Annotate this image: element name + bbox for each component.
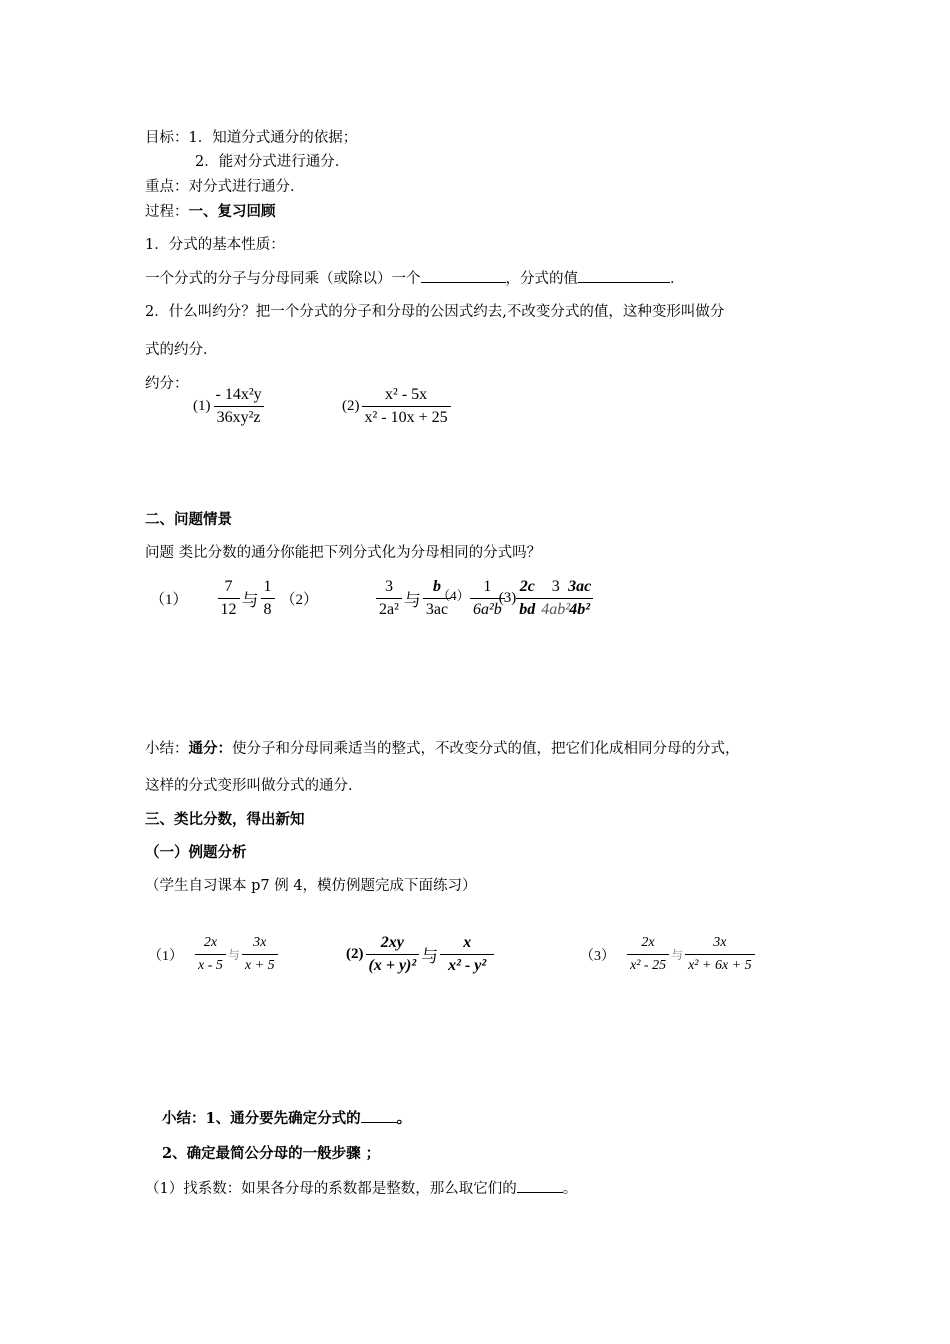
key-point: 重点：对分式进行通分． — [145, 179, 305, 195]
problem-4-and-3 — [470, 578, 594, 619]
goals-line-1 — [145, 129, 357, 147]
e1-b-numerator: 3x — [253, 935, 267, 950]
summary-2-line-3 — [145, 1180, 577, 1198]
e1-b-denominator: x + 5 — [242, 954, 278, 975]
reduce-label: 约分： — [145, 376, 189, 392]
goal-item-2: 2．能对分式进行通分． — [195, 154, 350, 170]
p3-a-numerator: 2c — [519, 578, 535, 595]
ex1-fraction — [213, 386, 265, 427]
p4-label: （4） — [437, 588, 470, 603]
p4-a-denominator: 6a²b — [470, 598, 505, 619]
ex2-denominator: x² - 10x + 25 — [362, 406, 451, 427]
goal-item-1: 1．知道分式通分的依据； — [188, 130, 358, 146]
e3-b-denominator: x² + 6x + 5 — [685, 954, 755, 975]
review-q2-line1: 2．什么叫约分？把一个分式的分子和分母的公因式约去,不改变分式的值，这种变形叫做分 — [145, 304, 725, 320]
problem-1 — [150, 578, 320, 619]
example-1 — [148, 934, 278, 975]
summary-2-text-3: （1）找系数：如果各分母的系数都是整数，那么取它们的 — [145, 1181, 517, 1197]
summary-2-blank-1[interactable] — [361, 1122, 397, 1123]
summary-1-line-2: 这样的分式变形叫做分式的通分． — [145, 778, 363, 794]
e3-a-denominator: x² - 25 — [627, 954, 669, 975]
p1-a-numerator: 7 — [224, 578, 233, 595]
example-3 — [580, 934, 755, 975]
p1-label: （1） — [150, 592, 188, 608]
goals-label: 目标： — [145, 130, 189, 146]
section-3-sub-1: （一）例题分析 — [145, 844, 247, 861]
summary-1-label: 小结： — [145, 741, 189, 757]
p1-a-denominator: 12 — [218, 598, 240, 619]
process-line — [145, 203, 276, 221]
ex1-label: (1) — [193, 398, 211, 414]
p3-label: (3) — [498, 590, 517, 606]
p3-fraction-a — [516, 578, 538, 619]
e1-a-denominator: x - 5 — [195, 954, 226, 975]
ex2-fraction — [362, 386, 451, 427]
problem-2 — [376, 578, 470, 619]
yu-connector: 与 — [671, 948, 684, 962]
summary-2-text-1: 小结：1、通分要先确定分式的 — [162, 1110, 361, 1127]
review-q2-line2: 式的约分． — [145, 342, 218, 358]
p1-fraction-a — [218, 578, 240, 619]
section-2-question: 问题 类比分数的通分你能把下列分式化为分母相同的分式吗？ — [145, 545, 542, 561]
e3-label: （3） — [580, 948, 615, 964]
p1-b-numerator: 1 — [263, 578, 272, 595]
e1-fraction-b — [242, 934, 278, 975]
section-3-title: 三、类比分数，得出新知 — [145, 811, 305, 828]
section-1-title: 一、复习回顾 — [188, 203, 276, 220]
e2-b-numerator: x — [463, 934, 472, 951]
summary-1-line-1 — [145, 740, 740, 758]
q1-text-a: 一个分式的分子与分母同乘（或除以）一个 — [145, 271, 421, 287]
e3-fraction-a — [627, 934, 669, 975]
yu-connector: 与 — [403, 591, 421, 611]
review-q1-text — [145, 270, 685, 288]
reduce-exercise-1 — [193, 386, 265, 427]
e2-fraction-a — [366, 934, 420, 975]
e1-a-numerator: 2x — [203, 935, 218, 950]
p3-c-numerator: 3ac — [568, 578, 592, 595]
ex2-numerator: x² - 5x — [385, 386, 428, 403]
summary-1-term: 通分： — [188, 740, 232, 757]
p1-b-denominator: 8 — [261, 598, 275, 619]
e2-fraction-b — [440, 934, 494, 975]
e2-a-numerator: 2xy — [380, 934, 404, 951]
summary-2-blank-2[interactable] — [517, 1192, 563, 1193]
e2-label: (2) — [346, 946, 364, 962]
q1-blank-1[interactable] — [421, 282, 506, 283]
yu-connector: 与 — [241, 591, 259, 611]
p2-fraction-a — [376, 578, 402, 619]
example-2 — [346, 934, 494, 975]
summary-1-text: 使分子和分母同乘适当的整式，不改变分式的值，把它们化成相同分母的分式， — [232, 741, 740, 757]
summary-2-line-2: 2、确定最简公分母的一般步骤 ； — [162, 1145, 381, 1162]
p2-a-denominator: 2a² — [376, 598, 402, 619]
p3-a-denominator: bd — [516, 598, 538, 619]
p2-b-denominator: 3ac — [423, 598, 451, 619]
q1-text-b: ，分式的值 — [505, 271, 578, 287]
e3-b-numerator: 3x — [713, 935, 727, 950]
q1-blank-2[interactable] — [578, 282, 670, 283]
p3-b-denominator: 4ab² — [538, 598, 573, 619]
section-3-note: （学生自习课本 p7 例 4，模仿例题完成下面练习） — [145, 878, 477, 894]
ex1-denominator: 36xy²z — [214, 406, 264, 427]
summary-2-line-1 — [162, 1110, 411, 1128]
e1-label: （1） — [148, 948, 183, 964]
p1-fraction-b — [261, 578, 275, 619]
p3-b-numerator: 3 — [551, 578, 560, 595]
yu-connector: 与 — [227, 948, 240, 962]
yu-connector: 与 — [421, 947, 439, 967]
p3-fraction-c — [565, 578, 594, 619]
e1-fraction-a — [195, 934, 226, 975]
e2-a-denominator: (x + y)² — [366, 954, 420, 975]
q1-text-c: ． — [670, 271, 685, 287]
p2-a-numerator: 3 — [384, 578, 393, 595]
p3-c-denominator: 4b² — [566, 598, 593, 619]
ex2-label: (2) — [342, 398, 360, 414]
summary-2-end-1: 。 — [396, 1110, 412, 1127]
ex1-numerator: - 14x²y — [215, 386, 262, 403]
p2-b-numerator: b — [433, 578, 441, 595]
reduce-exercise-2 — [342, 386, 451, 427]
p4-a-numerator: 1 — [483, 578, 492, 595]
section-2-title: 二、问题情景 — [145, 511, 232, 528]
process-label: 过程： — [145, 204, 189, 220]
e3-fraction-b — [685, 934, 755, 975]
e3-a-numerator: 2x — [641, 935, 655, 950]
e2-b-denominator: x² - y² — [440, 954, 494, 975]
review-q1: 1．分式的基本性质： — [145, 237, 285, 253]
p2-label: （2） — [280, 592, 319, 608]
summary-2-end-3: 。 — [562, 1181, 578, 1197]
